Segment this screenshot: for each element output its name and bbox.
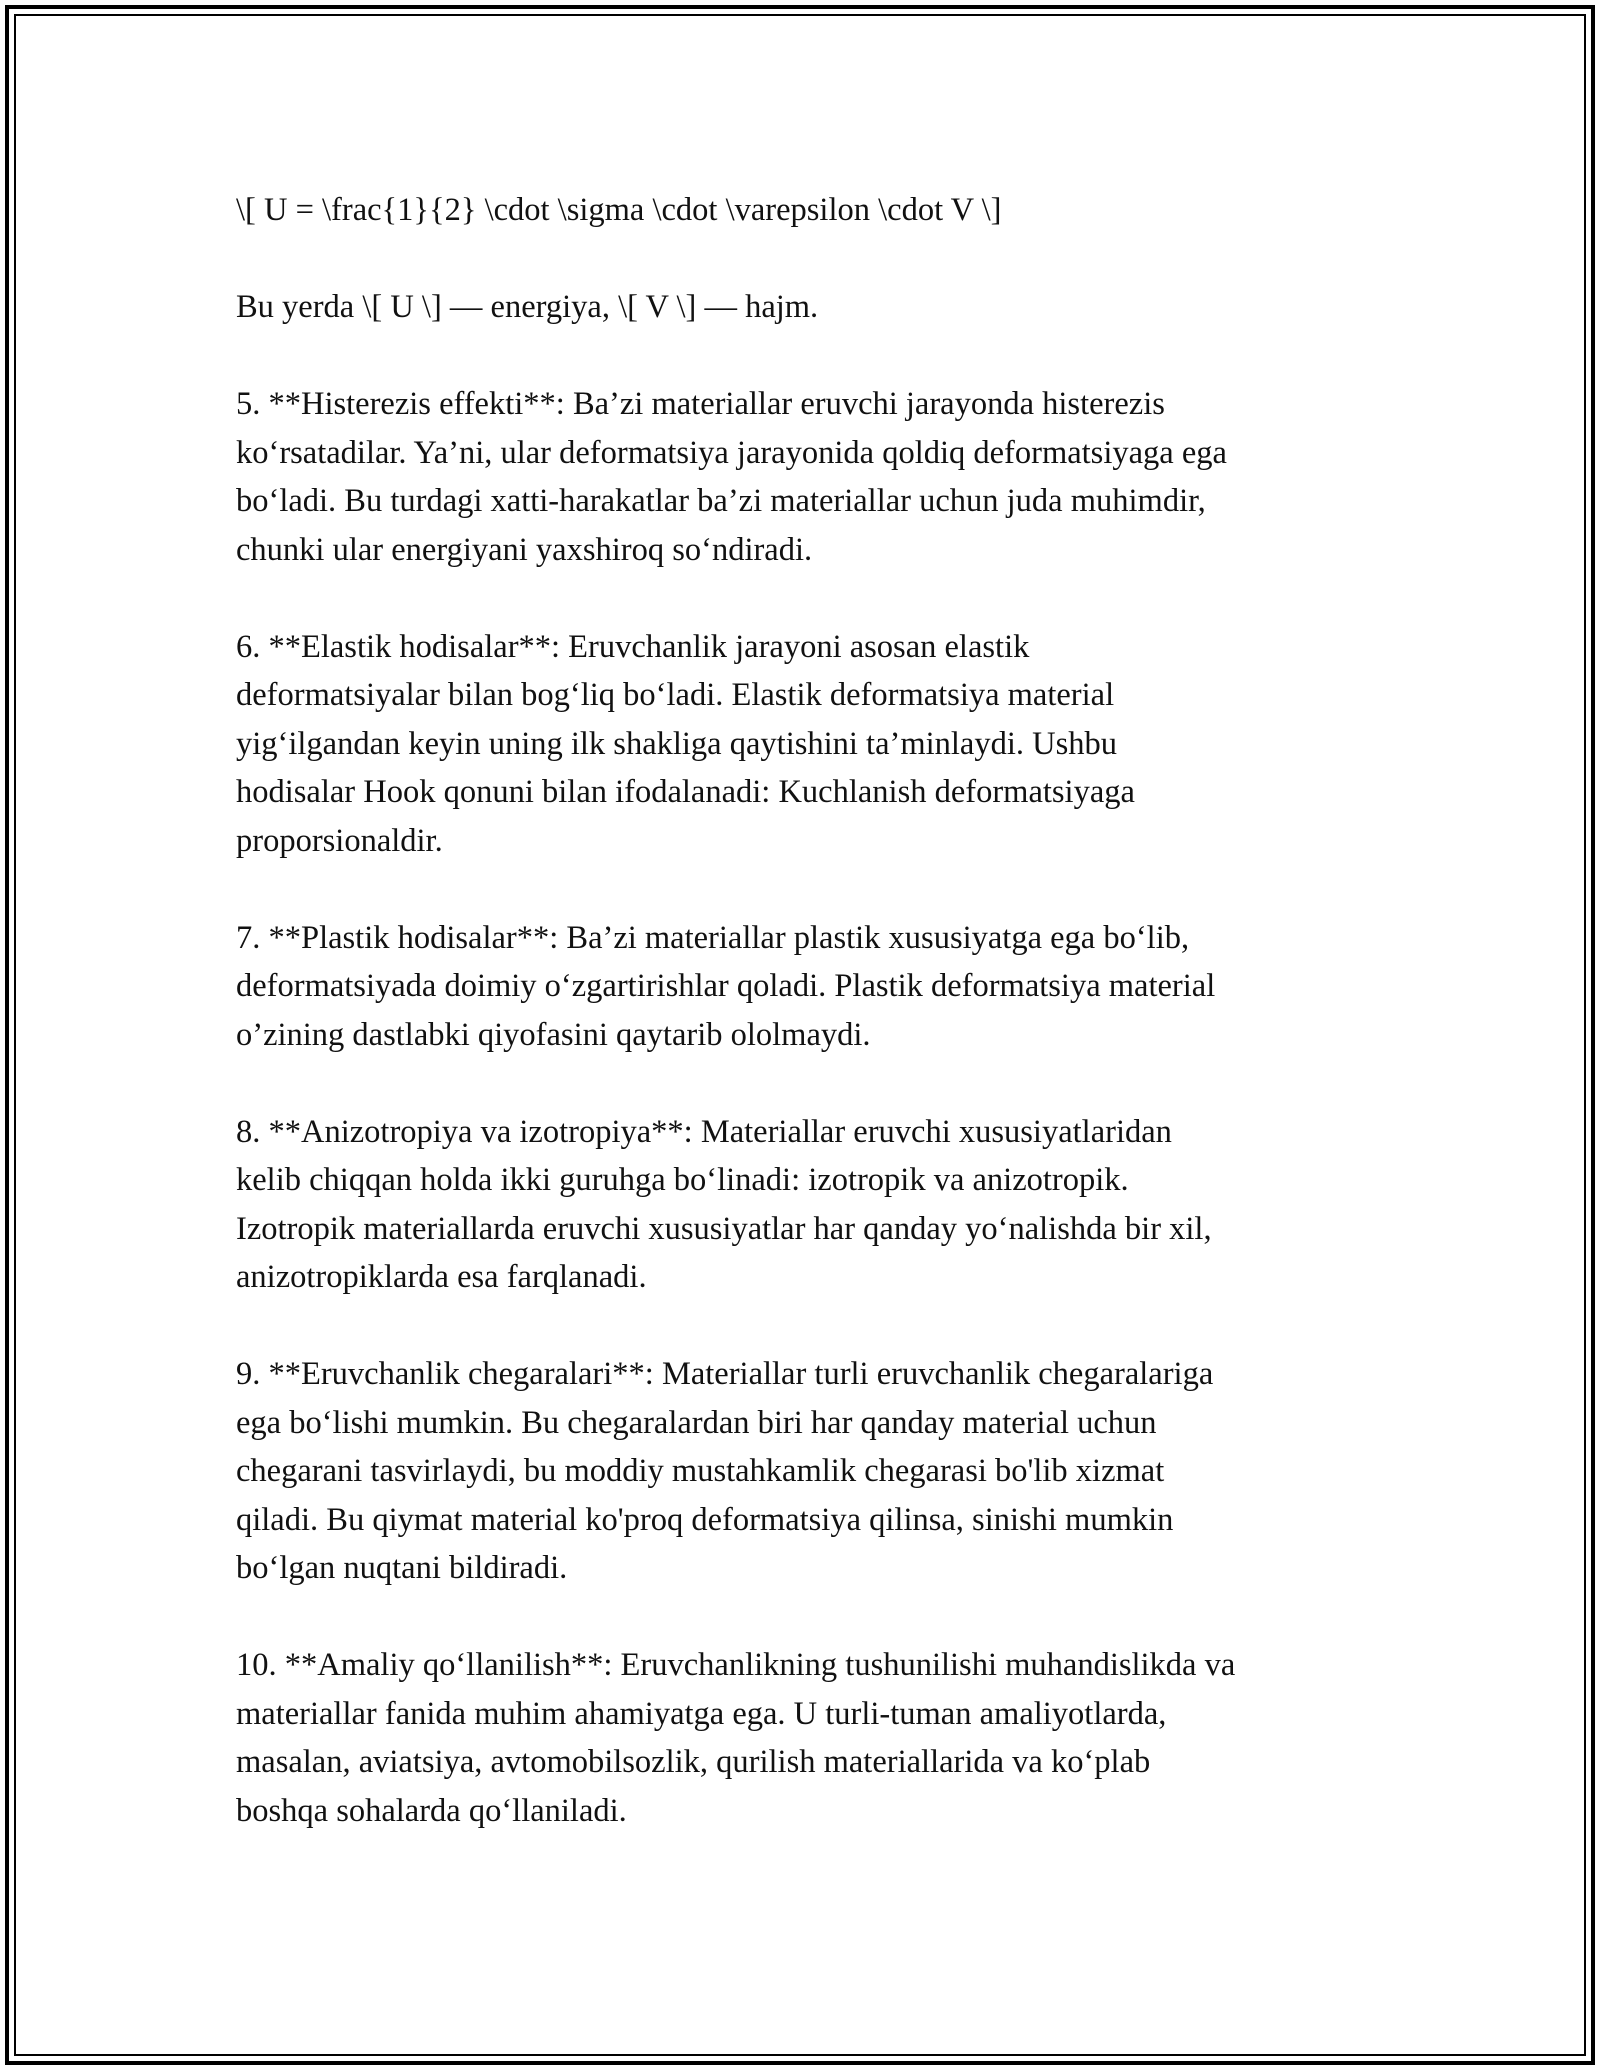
paragraph-elastic: 6. **Elastik hodisalar**: Eruvchanlik jarayoni asosan elastik deformatsiyalar bilan bog‘liq bo‘ladi. Elastik deformatsiya material yig‘ilgandan keyin uning ilk shakliga qaytishini ta’minlaydi. Ushbu hodisalar Hook qonuni bilan ifodalanadi: Kuchlanish deformatsiyaga proporsionaldir. [236,628,1135,859]
paragraph-hysteresis: 5. **Histerezis effekti**: Ba’zi materiallar eruvchi jarayonda histerezis ko‘rsatadilar. Ya’ni, ular deformatsiya jarayonida qoldiq deformatsiyaga ega bo‘ladi. Bu turdagi xatti-harakatlar ba’zi materiallar uchun juda muhimdir, chunki ular energiyani yaxshiroq so‘ndiradi. [236,386,1227,568]
paragraph-anisotropy: 8. **Anizotropiya va izotropiya**: Materiallar eruvchi xususiyatlaridan kelib chiqqan holda ikki guruhga bo‘linadi: izotropik va anizotropik. Izotropik materiallarda eruvchi xususiyatlar har qanday yo‘nalishda bir xil, anizotropiklarda esa farqlanadi. [236,1113,1212,1295]
formula-explanation: Bu yerda \[ U \] — energiya, \[ V \] — hajm. [236,289,819,325]
formula-line: \[ U = \frac{1}{2} \cdot \sigma \cdot \varepsilon \cdot V \] [236,192,1002,228]
paragraph-applications: 10. **Amaliy qo‘llanilish**: Eruvchanlikning tushunilishi muhandislikda va materiallar fanida muhim ahamiyatga ega. U turli-tuman amaliyotlarda, masalan, aviatsiya, avtomobilsozlik, qurilish materiallarida va ko‘plab boshqa sohalarda qo‘llaniladi. [236,1647,1236,1829]
paragraph-plastic: 7. **Plastik hodisalar**: Ba’zi materiallar plastik xususiyatga ega bo‘lib, deformatsiyada doimiy o‘zgartirishlar qoladi. Plastik deformatsiya material o’zining dastlabki qiyofasini qaytarib ololmaydi. [236,919,1216,1053]
document-body [236,186,1386,1884]
paragraph-limits: 9. **Eruvchanlik chegaralari**: Materiallar turli eruvchanlik chegaralariga ega bo‘lishi mumkin. Bu chegaralardan biri har qanday material uchun chegarani tasvirlaydi, bu moddiy mustahkamlik chegarasi bo'lib xizmat qiladi. Bu qiymat material ko'proq deformatsiya qilinsa, sinishi mumkin bo‘lgan nuqtani bildiradi. [236,1356,1214,1586]
